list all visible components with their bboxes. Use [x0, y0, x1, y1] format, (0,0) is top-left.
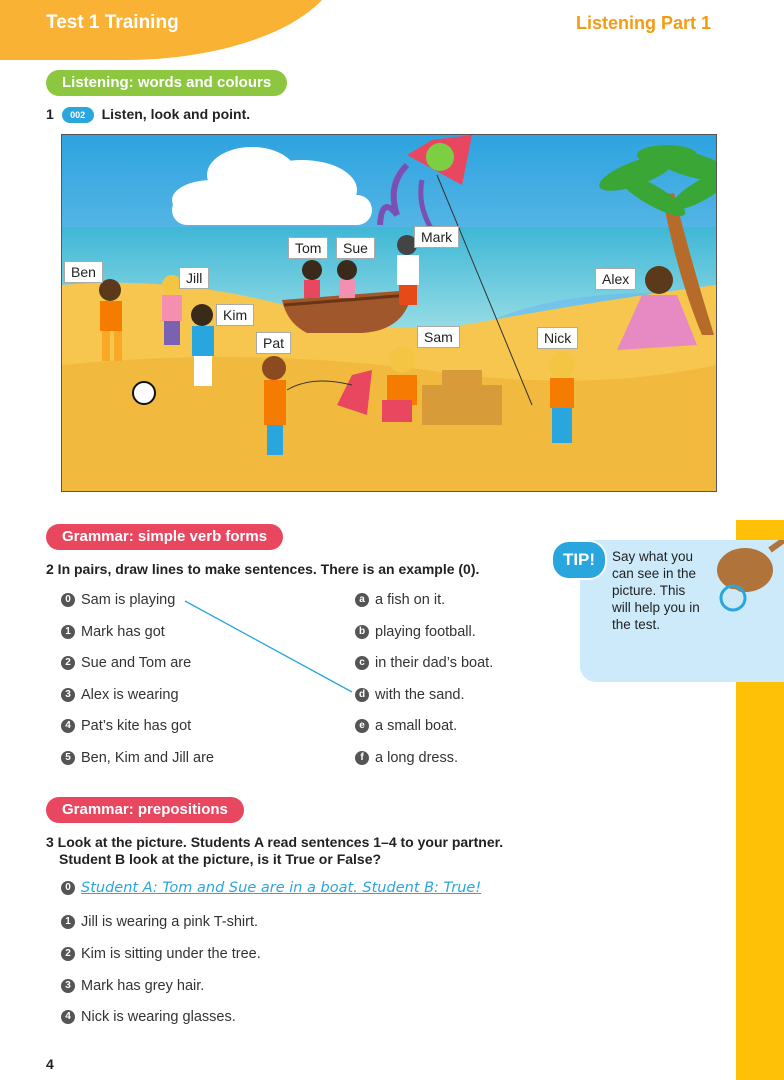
audio-track-number: 002	[70, 110, 86, 121]
item-number: 3	[61, 979, 75, 993]
item-letter: e	[355, 719, 369, 733]
item-text: Nick is wearing glasses.	[81, 1009, 236, 1025]
item-letter: a	[355, 593, 369, 607]
item-text: Sue and Tom are	[81, 655, 192, 671]
exercise3-instruction-line1: 3 Look at the picture. Students A read sentences 1–4 to your partner.	[46, 834, 504, 850]
tip-text: Say what you can see in the picture. This will help you in the test.	[612, 549, 700, 632]
exercise3-instruction-line2: Student B look at the picture, is it True or False?	[59, 851, 382, 867]
item-text: Jill is wearing a pink T-shirt.	[81, 914, 259, 930]
scene-label-pat: Pat	[256, 332, 291, 354]
item-letter: d	[355, 688, 369, 702]
item-text: Mark has got	[81, 623, 165, 640]
item-number: 2	[61, 656, 75, 670]
scene-label-nick: Nick	[537, 327, 578, 349]
exercise1-number: 1	[46, 106, 54, 122]
item-text: Alex is wearing	[81, 686, 179, 703]
header-section-title: Listening Part 1	[576, 13, 712, 33]
exercise3-example	[61, 877, 481, 899]
item-number: 2	[61, 947, 75, 961]
item-letter: f	[355, 751, 369, 765]
tip-badge: TIP!	[551, 540, 607, 580]
item-number: 4	[61, 1010, 75, 1024]
item-text: Mark has grey hair.	[81, 978, 205, 994]
scene-label-sue: Sue	[336, 237, 375, 259]
item-text: Ben, Kim and Jill are	[81, 749, 214, 766]
item-number: 0	[61, 881, 75, 895]
section3-heading: Grammar: prepositions	[46, 797, 244, 823]
monkey-mascot-icon	[685, 540, 784, 620]
item-text: a small boat.	[375, 718, 458, 734]
scene-label-tom: Tom	[288, 237, 328, 259]
item-number: 1	[61, 915, 75, 929]
item-letter: c	[355, 656, 369, 670]
item-text: Pat’s kite has got	[81, 718, 192, 734]
exercise3-item	[61, 943, 261, 965]
item-number: 1	[61, 625, 75, 639]
exercise3-item	[61, 1006, 236, 1028]
item-number: 5	[61, 751, 75, 765]
item-text: Kim is sitting under the tree.	[81, 946, 261, 962]
page-number: 4	[46, 1056, 54, 1072]
scene-label-jill: Jill	[179, 267, 209, 289]
item-letter: b	[355, 625, 369, 639]
scene-label-alex: Alex	[595, 268, 636, 290]
item-text: playing football.	[375, 623, 476, 640]
exercise3-item	[61, 975, 204, 997]
section1-heading: Listening: words and colours	[46, 70, 287, 96]
example-answer-text: Student A: Tom and Sue are in a boat. Student B: True!	[81, 880, 482, 896]
item-number: 4	[61, 719, 75, 733]
scene-label-mark: Mark	[414, 226, 459, 248]
exercise1-text: Listen, look and point.	[101, 106, 251, 122]
scene-label-sam: Sam	[417, 326, 460, 348]
header-title: Test 1 Training	[46, 12, 179, 33]
item-text: a fish on it.	[375, 592, 446, 608]
exercise2-instruction: 2 In pairs, draw lines to make sentences. There is an example (0).	[46, 561, 480, 577]
scene-label-kim: Kim	[216, 304, 254, 326]
item-text: in their dad’s boat.	[375, 655, 494, 671]
item-number: 3	[61, 688, 75, 702]
item-text: Sam is playing	[81, 592, 176, 608]
section2-heading: Grammar: simple verb forms	[46, 524, 283, 550]
item-text: a long dress.	[375, 749, 459, 766]
exercise3-item	[61, 911, 258, 933]
scene-label-ben: Ben	[64, 261, 103, 283]
item-text: with the sand.	[375, 686, 465, 703]
item-number: 0	[61, 593, 75, 607]
